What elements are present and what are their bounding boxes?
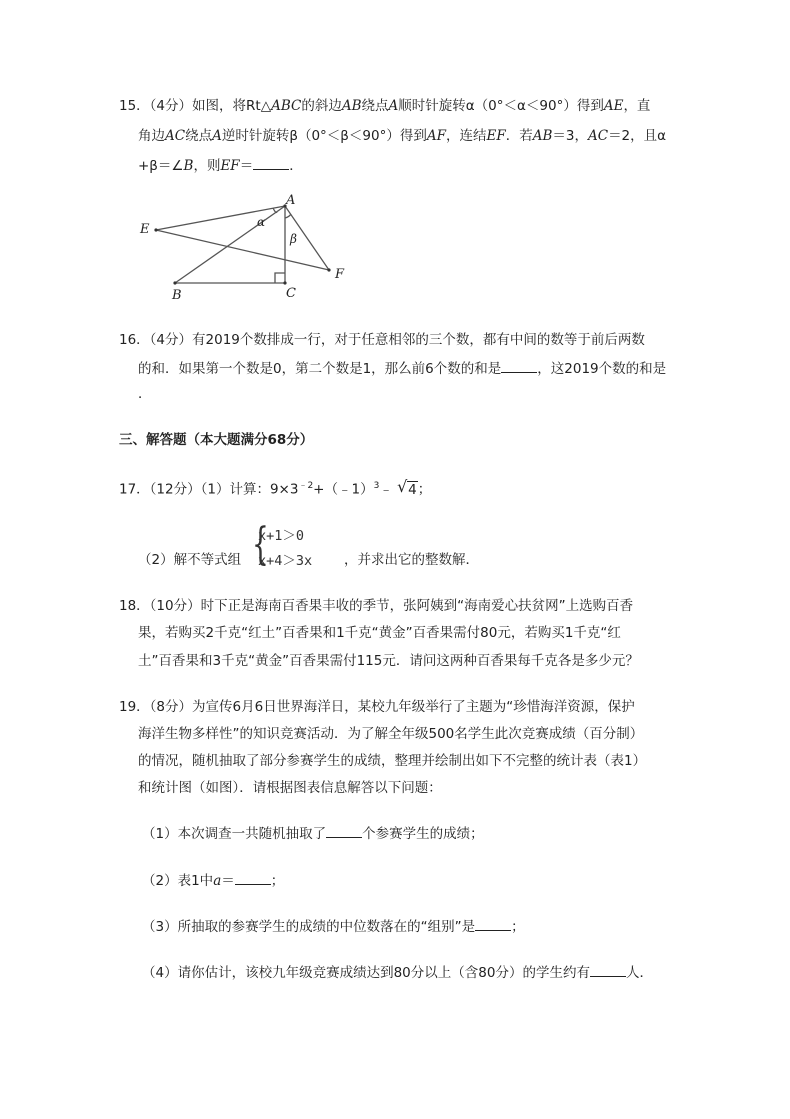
label-C: C [286,286,296,301]
q15-line1 [119,96,650,116]
beta-arc [285,214,291,218]
label-B: B [172,288,182,303]
q15-var: AB [341,98,362,114]
q15-var: B [183,158,194,174]
segment-AB [175,206,285,283]
point-F [327,268,330,271]
q16-line3: ． [138,386,152,402]
q18-line1: 18．（10分）时下正是海南百香果丰收的季节，张阿姨到“海南爱心扶贫网”上选购百香 [119,598,634,614]
q15-text: ． [289,158,303,174]
q17-part2-prefix: （2）解不等式组 [138,552,242,568]
q15-var: AC [165,128,186,144]
section-heading: 三、解答题（本大题满分68分） [119,432,314,448]
answer-blank[interactable] [326,823,362,838]
label-E: E [140,222,150,237]
q17-text: 17．（12分）（1）计算：9×3 [119,481,299,498]
inequality-system [252,519,342,572]
answer-blank[interactable] [235,870,271,885]
q16-text: 的和．如果第一个数是0，第二个数是1，那么前6个数的和是 [138,361,502,377]
q19-sub3 [142,916,525,937]
answer-blank[interactable] [501,358,537,373]
point-C [283,281,286,284]
q15-text: 顺时针旋转α（0°＜α＜90°）得到 [398,98,604,114]
exponent: 3 [373,481,380,491]
q19-line3: 的情况，随机抽取了部分参赛学生的成绩，整理并绘制出如下不完整的统计表（表1） [138,753,647,769]
q19-text: （1）本次调查一共随机抽取了 [142,826,327,842]
inequality-1: x+1＞0 [258,528,305,544]
q15-var: A [212,128,222,144]
q16-text: ，这2019个数的和是 [537,361,667,377]
q16-line1: 16．（4分）有2019个数排成一行，对于任意相邻的三个数，都有中间的数等于前后两数 [119,332,645,348]
q19-text: ； [270,873,285,889]
radicand: 4 [408,481,417,498]
q15-line2 [138,126,666,146]
label-alpha: α [257,215,266,229]
q15-var: AC [587,128,609,144]
q15-line3 [138,155,303,176]
q15-text: 15．（4分）如图，将Rt△ [119,98,272,114]
right-angle-mark [275,273,285,283]
q19-var: a [213,873,222,889]
answer-blank[interactable] [253,155,289,170]
q15-text: ，则 [193,158,221,174]
left-brace: { [252,519,269,570]
q19-line2: 海洋生物多样性”的知识竞赛活动．为了解全年级500名学生此次竞赛成绩（百分制） [138,726,644,742]
q15-var: AB [532,128,553,144]
q17-part2-suffix: ，并求出它的整数解． [344,552,479,568]
q15-var: AE [603,98,624,114]
q15-text: 角边 [138,128,165,144]
q16-line2 [138,358,666,379]
sqrt-expression [397,476,418,500]
alpha-arc [273,208,277,213]
q15-text: ＝2，且α [608,128,667,144]
inequality-2: x+4＞3x [258,553,313,569]
q17-text: +（﹣1） [313,481,374,498]
q15-text: ＝ [239,158,254,174]
point-B [173,281,176,284]
segment-AE [156,206,285,230]
radical-sign: √ [397,476,408,496]
q19-text: 个参赛学生的成绩； [362,826,484,842]
q17-text: ﹣ [379,481,393,498]
q18-line2: 果，若购买2千克“红土”百香果和1千克“黄金”百香果需付80元，若购买1千克“红 [138,625,621,641]
q15-var: EF [220,158,240,174]
q19-line1: 19．（8分）为宣传6月6日世界海洋日，某校九年级举行了主题为“珍惜海洋资源，保护 [119,699,635,715]
q15-text: ＝3， [552,128,588,144]
q19-text: 人． [625,965,653,981]
q15-var: EF [486,128,506,144]
q15-text: 逆时针旋转β（0°＜β＜90°）得到 [221,128,427,144]
q15-text: ，连结 [445,128,487,144]
answer-blank[interactable] [590,962,626,977]
q15-figure [136,192,356,304]
label-beta: β [290,232,297,246]
q15-var: AF [426,128,446,144]
q15-text: 的斜边 [301,98,342,114]
exponent: ﹣2 [298,481,314,491]
q18-line3: 土”百香果和3千克“黄金”百香果需付115元．请问这两种百香果每千克各是多少元？ [138,653,639,669]
q19-text: （2）表1中 [142,873,214,889]
q15-text: +β＝∠ [138,158,184,174]
q19-line4: 和统计图（如图）．请根据图表信息解答以下问题： [138,780,442,796]
label-F: F [335,267,345,282]
q19-sub2 [142,870,284,891]
q15-text: ．若 [505,128,533,144]
q15-var: ABC [271,98,302,114]
q19-text: ； [511,919,525,935]
label-A: A [286,193,296,208]
q19-text: （3）所抽取的参赛学生的成绩的中位数落在的“组别”是 [142,919,476,935]
answer-blank[interactable] [475,916,511,931]
q15-text: 绕点 [361,98,389,114]
q17-text: ； [417,481,432,498]
q15-var: A [388,98,399,114]
point-E [154,228,157,231]
q15-text: ，直 [623,98,651,114]
q19-sub4 [142,962,653,983]
q17-line1 [119,476,431,500]
q19-sub1 [142,823,484,844]
q19-text: （4）请你估计，该校九年级竞赛成绩达到80分以上（含80分）的学生约有 [142,965,590,981]
q15-text: 绕点 [185,128,213,144]
q19-text: ＝ [221,873,235,889]
